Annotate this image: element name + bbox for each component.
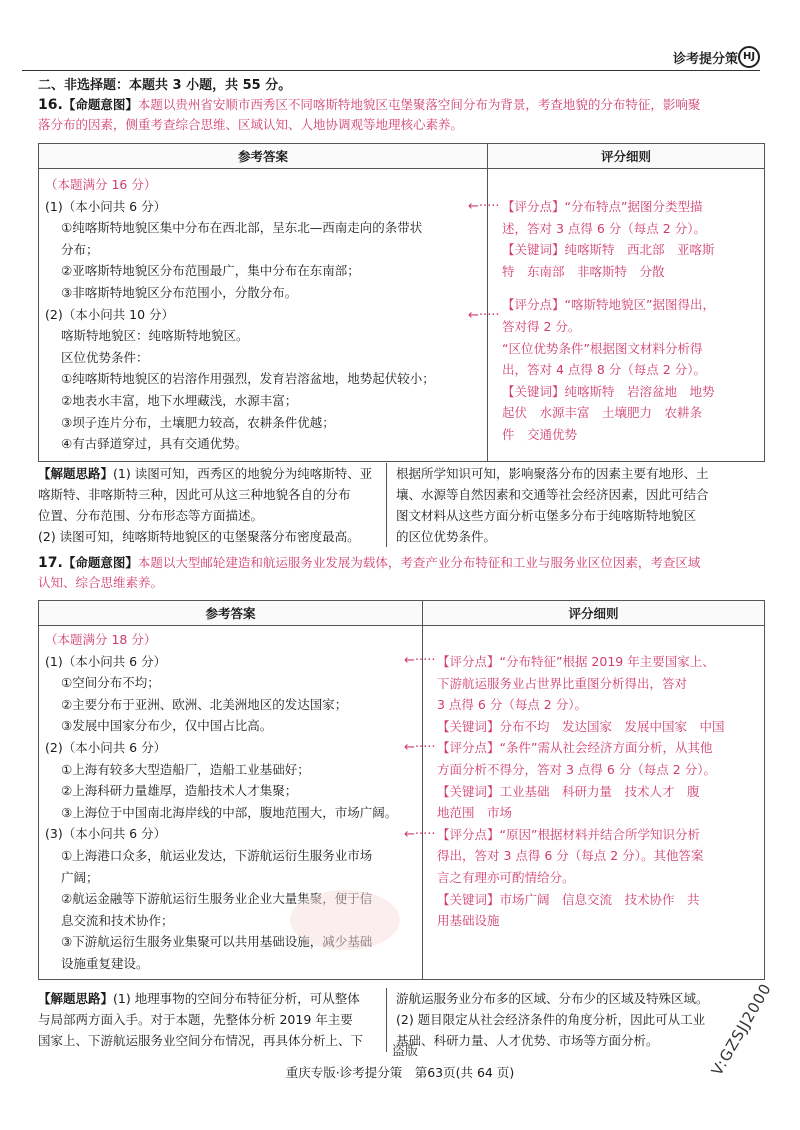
q16-scoring-line: 【评分点】“分布特点”据图分类型描 [502, 199, 703, 214]
q16-thinking-line: 的区位优势条件。 [396, 529, 497, 544]
q17-scoring-line: 得出，答对 3 点得 6 分（每点 2 分）。其他答案 [437, 848, 704, 864]
q17-answer-line: ③下游航运衍生服务业集聚可以共用基础设施，减少基础 [61, 934, 373, 950]
brand-title: 诊考提分策 [672, 52, 738, 67]
q17-thinking-line: 国家上、下游航运服务业空间分布情况，再具体分析上、下 [38, 1033, 364, 1048]
q17-header-answer: 参考答案 [39, 601, 423, 626]
q17-scoring-line: 方面分析不得分，答对 3 点得 6 分（每点 2 分）。 [437, 761, 716, 777]
q16-answer-line: ④有古驿道穿过，具有交通优势。 [61, 436, 248, 452]
q17-scoring-line: 【评分点】“分布特征”根据 2019 年主要国家上、 [437, 654, 715, 669]
q17-intent-line-2: 认知、综合思维素养。 [38, 575, 164, 590]
watermark: V:GZSJJ2000 [708, 980, 776, 1079]
q16-number: 16. [38, 97, 63, 113]
q16-thinking-line: 根据所学知识可知，影响聚落分布的因素主要有地形、土 [396, 466, 709, 481]
q16-scoring-line: 件 交通优势 [502, 426, 578, 442]
q16-thinking-right [396, 463, 766, 547]
q16-answer-line: （本题满分 16 分） [45, 177, 157, 192]
q17-thinking-right [396, 988, 766, 1051]
q16-answer-line: ①纯喀斯特地貌区集中分布在西北部，呈东北—西南走向的条带状 [61, 220, 423, 236]
q17-answer-line: ①空间分布不均； [61, 675, 160, 691]
q17-scoring-line: 用基础设施 [437, 913, 500, 929]
q16-thinking-line: 壤、水源等自然因素和交通等社会经济因素，因此可结合 [396, 487, 709, 502]
q17-answer-line: ③发展中国家分布少，仅中国占比高。 [61, 718, 273, 734]
q16-part1-label: (1)（本小问共 6 分） [45, 198, 167, 214]
faint-logo-stamp [290, 890, 400, 950]
q16-thinking-line: (2) 读图可知，纯喀斯特地貌区的屯堡聚落分布密度最高。 [38, 529, 360, 544]
q16-header-answer: 参考答案 [39, 144, 488, 169]
q17-scoring-line: 地范围 市场 [437, 805, 513, 821]
q16-intent [38, 95, 763, 135]
q16-scoring-line: 【评分点】“喀斯特地貌区”据图得出， [502, 297, 715, 313]
q16-scoring-line: 答对得 2 分。 [502, 318, 581, 334]
q17-table [38, 600, 765, 980]
q16-scoring-line: 特 东南部 非喀斯特 分散 [502, 263, 665, 279]
q17-answer-line: (1)（本小问共 6 分） [45, 653, 167, 669]
q17-thinking-line: 游航运服务业分布多的区域、分布少的区域及特殊区域。 [396, 991, 709, 1006]
q16-scoring-line: 【关键词】纯喀斯特 西北部 亚喀斯 [502, 242, 715, 258]
q17-header-scoring: 评分细则 [423, 601, 765, 626]
q16-answer-line: ②亚喀斯特地貌区分布范围最广，集中分布在东南部； [61, 263, 360, 279]
q17-answer-line: （本题满分 18 分） [45, 632, 157, 647]
column-divider [386, 988, 387, 1052]
q16-answer-line: ③非喀斯特地貌区分布范围小，分散分布。 [61, 284, 298, 300]
q17-scoring-line: 3 点得 6 分（每点 2 分）。 [437, 697, 587, 713]
q16-intent-line-1: 本题以贵州省安顺市西秀区不同喀斯特地貌区屯堡聚落空间分布为背景，考查地貌的分布特征，影响聚 [137, 97, 701, 112]
q16-answer-line [39, 196, 487, 218]
brand-logo-icon: HJ [738, 46, 760, 68]
pirate-mark: 盗版 [392, 1044, 419, 1059]
q17-scoring-line: 【关键词】工业基础 科研力量 技术人才 腹 [437, 783, 700, 799]
q17-answer-line: 设施重复建设。 [61, 955, 149, 971]
arrow-left-icon: ←····· [404, 827, 436, 842]
q17-thinking-left [38, 988, 380, 1051]
arrow-left-icon: ←····· [468, 308, 500, 323]
q17-answer-line: ①上海有较多大型造船厂，造船工业基础好； [61, 761, 310, 777]
q16-answer-cell [39, 169, 488, 462]
q17-intent-line-1: 本题以大型邮轮建造和航运服务业发展为载体，考查产业分布特征和工业与服务业区位因素，考查区域 [137, 555, 701, 570]
q16-scoring-cell [488, 169, 765, 462]
q16-scoring-line: 出，答对 4 点得 8 分（每点 2 分）。 [502, 362, 706, 378]
q17-number: 17. [38, 555, 63, 571]
q17-thinking-line: 与局部两方面入手。对于本题，先整体分析 2019 年主要 [38, 1012, 353, 1027]
q16-answer-line: ③坝子连片分布，土壤肥力较高，农耕条件优越； [61, 414, 335, 430]
q16-answer-line: 喀斯特地貌区：纯喀斯特地貌区。 [61, 328, 249, 344]
q16-scoring-line: “区位优势条件”根据图文材料分析得 [502, 340, 703, 356]
q16-answer-line: (2)（本小问共 10 分） [45, 306, 175, 322]
q17-scoring-line: 【关键词】分布不均 发达国家 发展中国家 中国 [437, 718, 725, 734]
q17-answer-line: ①上海港口众多，航运业发达，下游航运衍生服务业市场 [61, 847, 373, 863]
q17-thinking-line: (2) 题目限定从社会经济条件的角度分析，因此可从工业 [396, 1012, 706, 1027]
q16-answer-line: 区位优势条件： [61, 349, 149, 365]
arrow-left-icon: ←····· [468, 199, 500, 214]
q16-scoring-line: 起伏 水源丰富 土壤肥力 农耕条 [502, 405, 703, 421]
q16-answer-line: 分布； [61, 241, 99, 257]
q16-thinking-line: 位置、分布范围、分布形态等方面描述。 [38, 508, 264, 523]
q17-thinking-line: (1) 地理事物的空间分布特征分析，可从整体 [113, 991, 360, 1006]
q16-header-scoring: 评分细则 [488, 144, 765, 169]
q16-intent-line-2: 落分布的因素，侧重考查综合思维、区域认知、人地协调观等地理核心素养。 [38, 117, 464, 132]
q16-thinking-tag: 【解题思路】 [38, 466, 114, 481]
q17-scoring-cell [423, 626, 765, 980]
q16-thinking-line: 喀斯特、非喀斯特三种，因此可从这三种地貌各自的分布 [38, 487, 351, 502]
arrow-left-icon: ←····· [404, 653, 436, 668]
q17-scoring-line: 言之有理亦可酌情给分。 [437, 869, 575, 885]
q17-answer-line: (2)（本小问共 6 分） [45, 739, 167, 755]
q16-thinking-line: (1) 读图可知，西秀区的地貌分为纯喀斯特、亚 [113, 466, 373, 481]
section-title: 二、非选择题：本题共 3 小题，共 55 分。 [38, 78, 292, 93]
q16-answer-line: ①纯喀斯特地貌区的岩溶作用强烈，发育岩溶盆地，地势起伏较小； [61, 371, 435, 387]
q17-answer-line: 广阔； [61, 869, 99, 885]
q17-scoring-line: 下游航运服务业占世界比重图分析得出，答对 [437, 675, 688, 691]
q17-answer-line: ②主要分布于亚洲、欧洲、北美洲地区的发达国家； [61, 696, 348, 712]
q16-table [38, 143, 765, 462]
q17-intent [38, 553, 763, 593]
q17-thinking-line: 基础、科研力量、人才优势、市场等方面分析。 [396, 1033, 659, 1048]
q16-answer-line: ②地表水丰富，地下水埋藏浅，水源丰富； [61, 392, 298, 408]
q16-thinking-left [38, 463, 380, 547]
column-divider [386, 463, 387, 547]
q17-scoring-line: 【评分点】“条件”需从社会经济方面分析，从其他 [437, 740, 713, 756]
q16-scoring-line: 述，答对 3 点得 6 分（每点 2 分）。 [502, 220, 706, 236]
q17-answer-line: ③上海位于中国南北海岸线的中部，腹地范围大，市场广阔。 [61, 804, 398, 820]
q17-answer-line: ②上海科研力量雄厚，造船技术人才集聚； [61, 783, 298, 799]
q17-answer-line: ②航运金融等下游航运衍生服务业企业大量集聚，便于信 [61, 891, 373, 907]
header-rule [22, 70, 760, 71]
q16-intent-tag: 【命题意图】 [62, 97, 138, 112]
q17-intent-tag: 【命题意图】 [62, 555, 138, 570]
q17-scoring-line: 【关键词】市场广阔 信息交流 技术协作 共 [437, 891, 700, 907]
q16-thinking-line: 图文材料从这些方面分析屯堡多分布于纯喀斯特地貌区 [396, 508, 697, 523]
q17-scoring-line: 【评分点】“原因”根据材料并结合所学知识分析 [437, 826, 700, 842]
q17-thinking-tag: 【解题思路】 [38, 991, 114, 1006]
q17-answer-line: 息交流和技术协作； [61, 912, 174, 928]
q16-scoring-line: 【关键词】纯喀斯特 岩溶盆地 地势 [502, 383, 715, 399]
arrow-left-icon: ←····· [404, 740, 436, 755]
q17-answer-line: (3)（本小问共 6 分） [45, 826, 167, 842]
page-footer: 重庆专版·诊考提分策 第63页(共 64 页) [285, 1065, 515, 1080]
